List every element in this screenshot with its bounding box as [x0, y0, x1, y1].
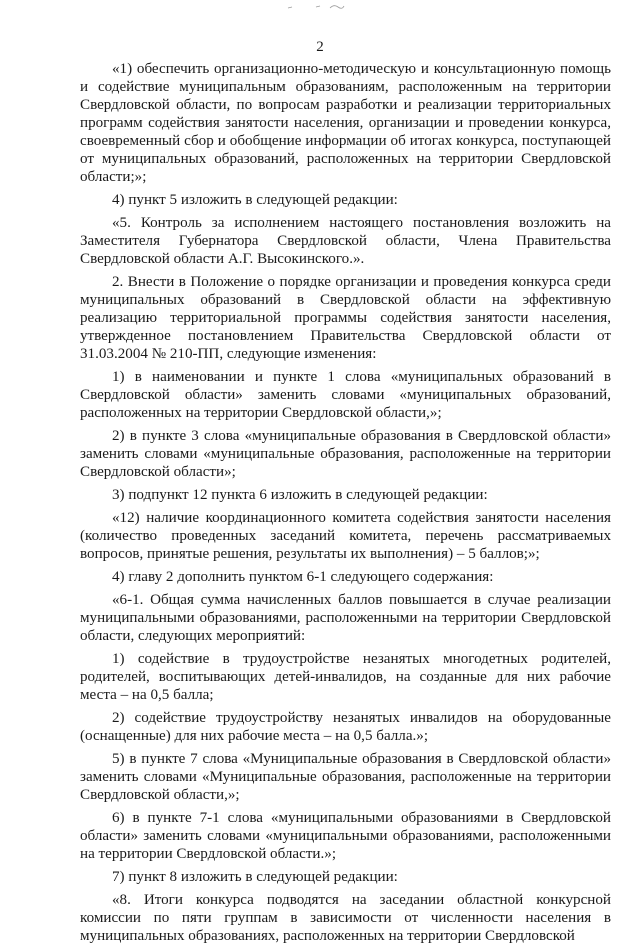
paragraph-amend-3-quote: «12) наличие координационного комитета содействия занятости населения (количество проведенных заседаний комитета, перечень рассматриваемых вопросов, принятые решения, результаты их выполнения) – 5 баллов;»;: [80, 510, 611, 562]
paragraph-amend-7-quote: «8. Итоги конкурса подводятся на заседании областной конкурсной комиссии по пяти группам в зависимости от численности населения в муниципальных образованиях, расположенных на территории Свердловской: [80, 892, 611, 944]
paragraph-section-2: 2. Внести в Положение о порядке организации и проведения конкурса среди муниципальных образований в Свердловской области на эффективную реализацию территориальной программы содействия занятости населения, утвержденное постановлением Правительства Свердловской области от 31.03.2004 № 210-ПП, следующие изменения:: [80, 274, 611, 362]
paragraph-amend-4: 4) главу 2 дополнить пунктом 6-1 следующего содержания:: [112, 569, 494, 585]
paragraph-amend-5: 5) в пункте 7 слова «Муниципальные образования в Свердловской области» заменить словами «Муниципальные образования, расположенные на территории Свердловской области,»;: [80, 751, 611, 803]
paragraph-measure-2: 2) содействие трудоустройству незанятых инвалидов на оборудованные (оснащенные) для них рабочие места – на 0,5 балла.»;: [80, 710, 611, 744]
paragraph-item-5-quote: «5. Контроль за исполнением настоящего постановления возложить на Заместителя Губернатора Свердловской области, Члена Правительства Свердловской области А.Г. Высокинского.».: [80, 215, 611, 267]
paragraph-amend-2: 2) в пункте 3 слова «муниципальные образования в Свердловской области» заменить словами «муниципальные образования, расположенные на территории Свердловской области»;: [80, 428, 611, 480]
scan-artifact-mark: [286, 4, 346, 10]
paragraph-amend-4-quote: «6-1. Общая сумма начисленных баллов повышается в случае реализации муниципальными образованиями, расположенными на территории Свердловской области, следующих мероприятий:: [80, 592, 611, 644]
paragraph-item-4-instruction: 4) пункт 5 изложить в следующей редакции:: [112, 192, 398, 208]
paragraph-amend-1: 1) в наименовании и пункте 1 слова «муниципальных образований в Свердловской области» заменить словами «муниципальных образований, расположенных на территории Свердловской области,»;: [80, 369, 611, 421]
paragraph-measure-1: 1) содействие в трудоустройстве незанятых многодетных родителей, родителей, воспитывающих детей-инвалидов, на созданные для них рабочие места – на 0,5 балла;: [80, 651, 611, 703]
document-body: [80, 60, 611, 950]
page-number: 2: [316, 39, 324, 55]
paragraph-item-1-quote: «1) обеспечить организационно-методическую и консультационную помощь и содействие муниципальным образованиям, расположенным на территории Свердловской области, по вопросам разработки и реализации территориальных программ содействия занятости населения, организации и проведении конкурса, своевременный сбор и обобщение информации об итогах конкурса, поступающей от муниципальных образований, расположенных на территории Свердловской области;»;: [80, 61, 611, 185]
paragraph-amend-3: 3) подпункт 12 пункта 6 изложить в следующей редакции:: [112, 487, 488, 503]
paragraph-amend-6: 6) в пункте 7-1 слова «муниципальными образованиями в Свердловской области» заменить словами «муниципальными образованиями, расположенными на территории Свердловской области.»;: [80, 810, 611, 862]
paragraph-amend-7: 7) пункт 8 изложить в следующей редакции:: [112, 869, 398, 885]
